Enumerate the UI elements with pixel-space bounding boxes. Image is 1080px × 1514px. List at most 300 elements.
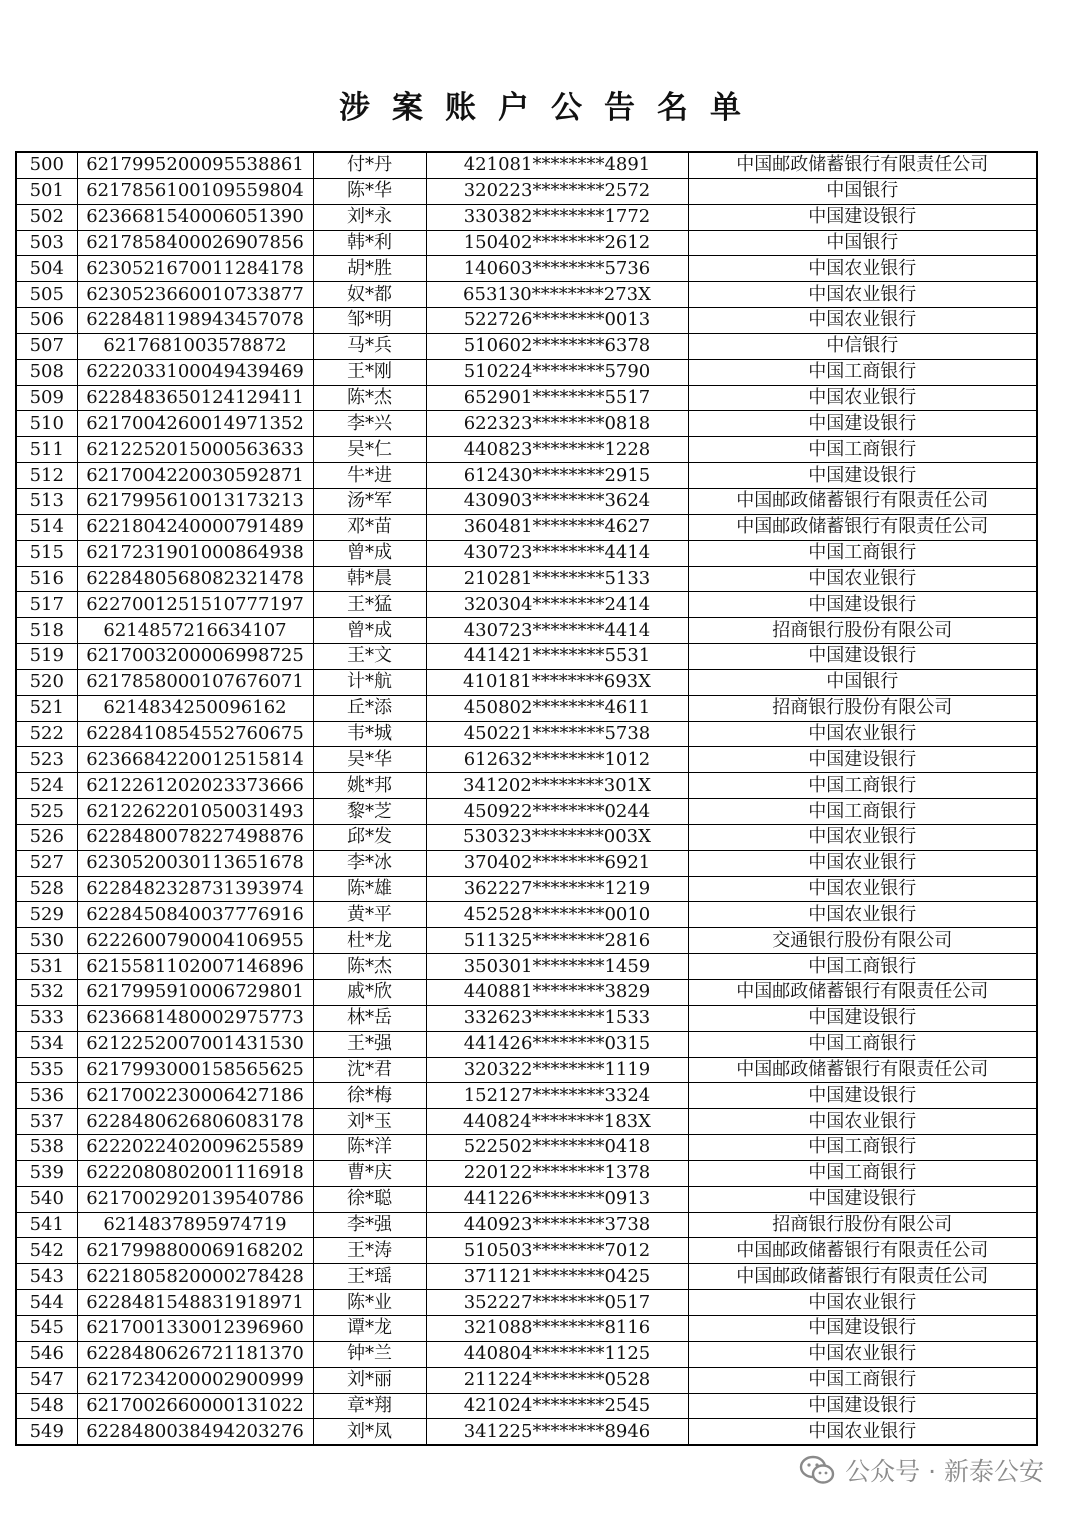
card-number: 6228482328731393974: [77, 876, 313, 902]
table-row: [16, 618, 1037, 644]
bank-name: 中国工商银行: [688, 359, 1037, 385]
row-number: 526: [16, 824, 77, 850]
holder-name: 吴*华: [313, 747, 426, 773]
table-row: [16, 1315, 1037, 1341]
holder-name: 王*刚: [313, 359, 426, 385]
id-number: 421081********4891: [426, 152, 688, 178]
bank-name: 中国工商银行: [688, 773, 1037, 799]
bank-name: 中国邮政储蓄银行有限责任公司: [688, 1238, 1037, 1264]
bank-name: 中国建设银行: [688, 1005, 1037, 1031]
row-number: 545: [16, 1315, 77, 1341]
id-number: 511325********2816: [426, 928, 688, 954]
row-number: 504: [16, 256, 77, 282]
row-number: 534: [16, 1031, 77, 1057]
table-row: [16, 540, 1037, 566]
bank-name: 中国农业银行: [688, 308, 1037, 334]
row-number: 546: [16, 1341, 77, 1367]
card-number: 6236684220012515814: [77, 747, 313, 773]
holder-name: 王*强: [313, 1031, 426, 1057]
card-number: 6217234200002900999: [77, 1367, 313, 1393]
wechat-icon: [799, 1455, 835, 1485]
card-number: 6227001251510777197: [77, 592, 313, 618]
card-number: 6212252007001431530: [77, 1031, 313, 1057]
row-number: 540: [16, 1186, 77, 1212]
bank-name: 中国邮政储蓄银行有限责任公司: [688, 980, 1037, 1006]
table-row: [16, 799, 1037, 825]
card-number: 6212262201050031493: [77, 799, 313, 825]
bank-name: 中国建设银行: [688, 592, 1037, 618]
bank-name: 中国邮政储蓄银行有限责任公司: [688, 152, 1037, 178]
card-number: 6217998800069168202: [77, 1238, 313, 1264]
bank-name: 中国工商银行: [688, 1367, 1037, 1393]
id-number: 450802********4611: [426, 695, 688, 721]
account-table: [15, 151, 1038, 1446]
id-number: 440881********3829: [426, 980, 688, 1006]
table-row: [16, 385, 1037, 411]
card-number: 6221805820000278428: [77, 1264, 313, 1290]
holder-name: 马*兵: [313, 333, 426, 359]
table-row: [16, 437, 1037, 463]
holder-name: 付*丹: [313, 152, 426, 178]
table-row: [16, 178, 1037, 204]
id-number: 150402********2612: [426, 230, 688, 256]
row-number: 524: [16, 773, 77, 799]
id-number: 152127********3324: [426, 1083, 688, 1109]
row-number: 514: [16, 514, 77, 540]
bank-name: 中国建设银行: [688, 411, 1037, 437]
id-number: 352227********0517: [426, 1290, 688, 1316]
id-number: 430723********4414: [426, 540, 688, 566]
bank-name: 中国农业银行: [688, 1290, 1037, 1316]
holder-name: 王*猛: [313, 592, 426, 618]
row-number: 507: [16, 333, 77, 359]
row-number: 530: [16, 928, 77, 954]
card-number: 6236681540006051390: [77, 204, 313, 230]
card-number: 6228480626721181370: [77, 1341, 313, 1367]
bank-name: 中国建设银行: [688, 747, 1037, 773]
table-row: [16, 669, 1037, 695]
holder-name: 邹*明: [313, 308, 426, 334]
bank-name: 中国工商银行: [688, 799, 1037, 825]
id-number: 440824********183X: [426, 1109, 688, 1135]
id-number: 320322********1119: [426, 1057, 688, 1083]
table-row: [16, 928, 1037, 954]
table-row: [16, 980, 1037, 1006]
card-number: 6228481548831918971: [77, 1290, 313, 1316]
holder-name: 陈*华: [313, 178, 426, 204]
card-number: 6212252015000563633: [77, 437, 313, 463]
table-row: [16, 1031, 1037, 1057]
card-number: 6222080802001116918: [77, 1160, 313, 1186]
bank-name: 中国邮政储蓄银行有限责任公司: [688, 514, 1037, 540]
table-row: [16, 721, 1037, 747]
card-number: 6221804240000791489: [77, 514, 313, 540]
id-number: 450221********5738: [426, 721, 688, 747]
holder-name: 戚*欣: [313, 980, 426, 1006]
table-row: [16, 230, 1037, 256]
table-row: [16, 359, 1037, 385]
row-number: 508: [16, 359, 77, 385]
bank-name: 中国农业银行: [688, 385, 1037, 411]
table-row: [16, 488, 1037, 514]
row-number: 502: [16, 204, 77, 230]
table-row: [16, 876, 1037, 902]
holder-name: 吴*仁: [313, 437, 426, 463]
bank-name: 中国农业银行: [688, 282, 1037, 308]
bank-name: 中国银行: [688, 230, 1037, 256]
table-row: [16, 695, 1037, 721]
card-number: 6212261202023373666: [77, 773, 313, 799]
bank-name: 中国农业银行: [688, 1341, 1037, 1367]
table-row: [16, 773, 1037, 799]
bank-name: 中国工商银行: [688, 540, 1037, 566]
card-number: 6217002660000131022: [77, 1393, 313, 1419]
row-number: 509: [16, 385, 77, 411]
table-row: [16, 1290, 1037, 1316]
id-number: 612632********1012: [426, 747, 688, 773]
id-number: 371121********0425: [426, 1264, 688, 1290]
table-row: [16, 152, 1037, 178]
id-number: 430723********4414: [426, 618, 688, 644]
id-number: 452528********0010: [426, 902, 688, 928]
table-row: [16, 1083, 1037, 1109]
bank-name: 中国工商银行: [688, 954, 1037, 980]
bank-name: 招商银行股份有限公司: [688, 695, 1037, 721]
bank-name: 中国农业银行: [688, 850, 1037, 876]
id-number: 440923********3738: [426, 1212, 688, 1238]
table-row: [16, 850, 1037, 876]
card-number: 6217231901000864938: [77, 540, 313, 566]
card-number: 6217004260014971352: [77, 411, 313, 437]
row-number: 535: [16, 1057, 77, 1083]
id-number: 140603********5736: [426, 256, 688, 282]
table-row: [16, 1212, 1037, 1238]
id-number: 341202********301X: [426, 773, 688, 799]
table-row: [16, 824, 1037, 850]
row-number: 548: [16, 1393, 77, 1419]
holder-name: 李*强: [313, 1212, 426, 1238]
id-number: 440823********1228: [426, 437, 688, 463]
row-number: 501: [16, 178, 77, 204]
card-number: 6222033100049439469: [77, 359, 313, 385]
card-number: 6214857216634107: [77, 618, 313, 644]
id-number: 510224********5790: [426, 359, 688, 385]
holder-name: 章*翔: [313, 1393, 426, 1419]
row-number: 533: [16, 1005, 77, 1031]
row-number: 547: [16, 1367, 77, 1393]
card-number: 6217002920139540786: [77, 1186, 313, 1212]
row-number: 536: [16, 1083, 77, 1109]
table-row: [16, 282, 1037, 308]
row-number: 544: [16, 1290, 77, 1316]
bank-name: 中国农业银行: [688, 1109, 1037, 1135]
bank-name: 中国建设银行: [688, 1186, 1037, 1212]
row-number: 520: [16, 669, 77, 695]
bank-name: 中国农业银行: [688, 256, 1037, 282]
row-number: 543: [16, 1264, 77, 1290]
holder-name: 李*冰: [313, 850, 426, 876]
card-number: 6228480626806083178: [77, 1109, 313, 1135]
row-number: 516: [16, 566, 77, 592]
bank-name: 中国工商银行: [688, 1031, 1037, 1057]
id-number: 450922********0244: [426, 799, 688, 825]
card-number: 6222022402009625589: [77, 1135, 313, 1161]
id-number: 321088********8116: [426, 1315, 688, 1341]
holder-name: 徐*梅: [313, 1083, 426, 1109]
card-number: 6228483650124129411: [77, 385, 313, 411]
id-number: 220122********1378: [426, 1160, 688, 1186]
holder-name: 李*兴: [313, 411, 426, 437]
holder-name: 曹*庆: [313, 1160, 426, 1186]
card-number: 6230520030113651678: [77, 850, 313, 876]
row-number: 515: [16, 540, 77, 566]
row-number: 527: [16, 850, 77, 876]
row-number: 525: [16, 799, 77, 825]
table-row: [16, 1135, 1037, 1161]
id-number: 211224********0528: [426, 1367, 688, 1393]
bank-name: 中国工商银行: [688, 1135, 1037, 1161]
holder-name: 陈*业: [313, 1290, 426, 1316]
row-number: 521: [16, 695, 77, 721]
holder-name: 谭*龙: [313, 1315, 426, 1341]
card-number: 6217004220030592871: [77, 463, 313, 489]
bank-name: 交通银行股份有限公司: [688, 928, 1037, 954]
id-number: 360481********4627: [426, 514, 688, 540]
id-number: 612430********2915: [426, 463, 688, 489]
table-row: [16, 333, 1037, 359]
watermark-text: 公众号 · 新泰公安: [845, 1457, 1044, 1486]
bank-name: 中国邮政储蓄银行有限责任公司: [688, 1057, 1037, 1083]
card-number: 6217002230006427186: [77, 1083, 313, 1109]
table-row: [16, 644, 1037, 670]
table-row: [16, 592, 1037, 618]
card-number: 6228480038494203276: [77, 1419, 313, 1445]
id-number: 441426********0315: [426, 1031, 688, 1057]
holder-name: 王*文: [313, 644, 426, 670]
table-row: [16, 1160, 1037, 1186]
card-number: 6217995910006729801: [77, 980, 313, 1006]
card-number: 6217003200006998725: [77, 644, 313, 670]
id-number: 510602********6378: [426, 333, 688, 359]
bank-name: 中国建设银行: [688, 1083, 1037, 1109]
bank-name: 中国农业银行: [688, 566, 1037, 592]
id-number: 332623********1533: [426, 1005, 688, 1031]
holder-name: 陈*杰: [313, 385, 426, 411]
id-number: 441226********0913: [426, 1186, 688, 1212]
holder-name: 刘*丽: [313, 1367, 426, 1393]
table-row: [16, 1005, 1037, 1031]
table-row: [16, 1393, 1037, 1419]
bank-name: 中国建设银行: [688, 644, 1037, 670]
card-number: 6217995200095538861: [77, 152, 313, 178]
row-number: 528: [16, 876, 77, 902]
bank-name: 中国农业银行: [688, 721, 1037, 747]
row-number: 538: [16, 1135, 77, 1161]
holder-name: 徐*聪: [313, 1186, 426, 1212]
row-number: 549: [16, 1419, 77, 1445]
row-number: 539: [16, 1160, 77, 1186]
row-number: 506: [16, 308, 77, 334]
row-number: 523: [16, 747, 77, 773]
table-row: [16, 256, 1037, 282]
row-number: 503: [16, 230, 77, 256]
holder-name: 陈*雄: [313, 876, 426, 902]
row-number: 529: [16, 902, 77, 928]
row-number: 519: [16, 644, 77, 670]
id-number: 370402********6921: [426, 850, 688, 876]
bank-name: 中信银行: [688, 333, 1037, 359]
bank-name: 中国农业银行: [688, 1419, 1037, 1445]
holder-name: 计*航: [313, 669, 426, 695]
card-number: 6217001330012396960: [77, 1315, 313, 1341]
holder-name: 刘*玉: [313, 1109, 426, 1135]
table-row: [16, 308, 1037, 334]
table-row: [16, 1057, 1037, 1083]
id-number: 421024********2545: [426, 1393, 688, 1419]
table-row: [16, 747, 1037, 773]
bank-name: 招商银行股份有限公司: [688, 1212, 1037, 1238]
card-number: 6217681003578872: [77, 333, 313, 359]
holder-name: 邱*发: [313, 824, 426, 850]
table-row: [16, 1109, 1037, 1135]
holder-name: 王*涛: [313, 1238, 426, 1264]
id-number: 510503********7012: [426, 1238, 688, 1264]
card-number: 6217858400026907856: [77, 230, 313, 256]
row-number: 511: [16, 437, 77, 463]
row-number: 513: [16, 488, 77, 514]
card-number: 6230521670011284178: [77, 256, 313, 282]
card-number: 6228480078227498876: [77, 824, 313, 850]
id-number: 530323********003X: [426, 824, 688, 850]
table-row: [16, 514, 1037, 540]
id-number: 652901********5517: [426, 385, 688, 411]
table-row: [16, 954, 1037, 980]
card-number: 6228450840037776916: [77, 902, 313, 928]
id-number: 440804********1125: [426, 1341, 688, 1367]
table-row: [16, 463, 1037, 489]
holder-name: 刘*永: [313, 204, 426, 230]
holder-name: 陈*洋: [313, 1135, 426, 1161]
table-row: [16, 566, 1037, 592]
row-number: 518: [16, 618, 77, 644]
row-number: 537: [16, 1109, 77, 1135]
bank-name: 中国建设银行: [688, 1393, 1037, 1419]
holder-name: 韦*城: [313, 721, 426, 747]
row-number: 505: [16, 282, 77, 308]
bank-name: 中国建设银行: [688, 204, 1037, 230]
bank-name: 中国建设银行: [688, 463, 1037, 489]
holder-name: 牛*进: [313, 463, 426, 489]
bank-name: 中国农业银行: [688, 824, 1037, 850]
table-row: [16, 411, 1037, 437]
holder-name: 姚*邦: [313, 773, 426, 799]
holder-name: 沈*君: [313, 1057, 426, 1083]
holder-name: 韩*利: [313, 230, 426, 256]
id-number: 362227********1219: [426, 876, 688, 902]
card-number: 6236681480002975773: [77, 1005, 313, 1031]
bank-name: 中国建设银行: [688, 1315, 1037, 1341]
holder-name: 刘*凤: [313, 1419, 426, 1445]
holder-name: 黎*芝: [313, 799, 426, 825]
bank-name: 招商银行股份有限公司: [688, 618, 1037, 644]
holder-name: 曾*成: [313, 540, 426, 566]
bank-name: 中国邮政储蓄银行有限责任公司: [688, 1264, 1037, 1290]
bank-name: 中国工商银行: [688, 1160, 1037, 1186]
holder-name: 陈*杰: [313, 954, 426, 980]
holder-name: 邓*苗: [313, 514, 426, 540]
id-number: 350301********1459: [426, 954, 688, 980]
holder-name: 奴*都: [313, 282, 426, 308]
card-number: 6228410854552760675: [77, 721, 313, 747]
holder-name: 胡*胜: [313, 256, 426, 282]
card-number: 6217858000107676071: [77, 669, 313, 695]
page-title: 涉案账户公告名单: [339, 90, 763, 126]
row-number: 542: [16, 1238, 77, 1264]
row-number: 500: [16, 152, 77, 178]
row-number: 517: [16, 592, 77, 618]
bank-name: 中国邮政储蓄银行有限责任公司: [688, 488, 1037, 514]
card-number: 6214834250096162: [77, 695, 313, 721]
id-number: 341225********8946: [426, 1419, 688, 1445]
card-number: 6222600790004106955: [77, 928, 313, 954]
card-number: 6228480568082321478: [77, 566, 313, 592]
id-number: 410181********693X: [426, 669, 688, 695]
table-row: [16, 1419, 1037, 1445]
id-number: 441421********5531: [426, 644, 688, 670]
card-number: 6217856100109559804: [77, 178, 313, 204]
holder-name: 杜*龙: [313, 928, 426, 954]
row-number: 541: [16, 1212, 77, 1238]
card-number: 6230523660010733877: [77, 282, 313, 308]
watermark: [799, 1452, 1044, 1488]
holder-name: 黄*平: [313, 902, 426, 928]
row-number: 522: [16, 721, 77, 747]
card-number: 6228481198943457078: [77, 308, 313, 334]
table-row: [16, 1238, 1037, 1264]
row-number: 531: [16, 954, 77, 980]
id-number: 320223********2572: [426, 178, 688, 204]
table-row: [16, 1264, 1037, 1290]
table-row: [16, 902, 1037, 928]
id-number: 430903********3624: [426, 488, 688, 514]
holder-name: 汤*军: [313, 488, 426, 514]
table-row: [16, 1341, 1037, 1367]
table-row: [16, 1186, 1037, 1212]
holder-name: 曾*成: [313, 618, 426, 644]
bank-name: 中国农业银行: [688, 876, 1037, 902]
card-number: 6217993000158565625: [77, 1057, 313, 1083]
bank-name: 中国农业银行: [688, 902, 1037, 928]
row-number: 532: [16, 980, 77, 1006]
bank-name: 中国银行: [688, 669, 1037, 695]
row-number: 512: [16, 463, 77, 489]
card-number: 6215581102007146896: [77, 954, 313, 980]
id-number: 653130********273X: [426, 282, 688, 308]
holder-name: 王*瑶: [313, 1264, 426, 1290]
id-number: 522502********0418: [426, 1135, 688, 1161]
row-number: 510: [16, 411, 77, 437]
bank-name: 中国银行: [688, 178, 1037, 204]
holder-name: 林*岳: [313, 1005, 426, 1031]
holder-name: 丘*添: [313, 695, 426, 721]
bank-name: 中国工商银行: [688, 437, 1037, 463]
id-number: 330382********1772: [426, 204, 688, 230]
card-number: 6214837895974719: [77, 1212, 313, 1238]
holder-name: 钟*兰: [313, 1341, 426, 1367]
id-number: 320304********2414: [426, 592, 688, 618]
card-number: 6217995610013173213: [77, 488, 313, 514]
id-number: 210281********5133: [426, 566, 688, 592]
